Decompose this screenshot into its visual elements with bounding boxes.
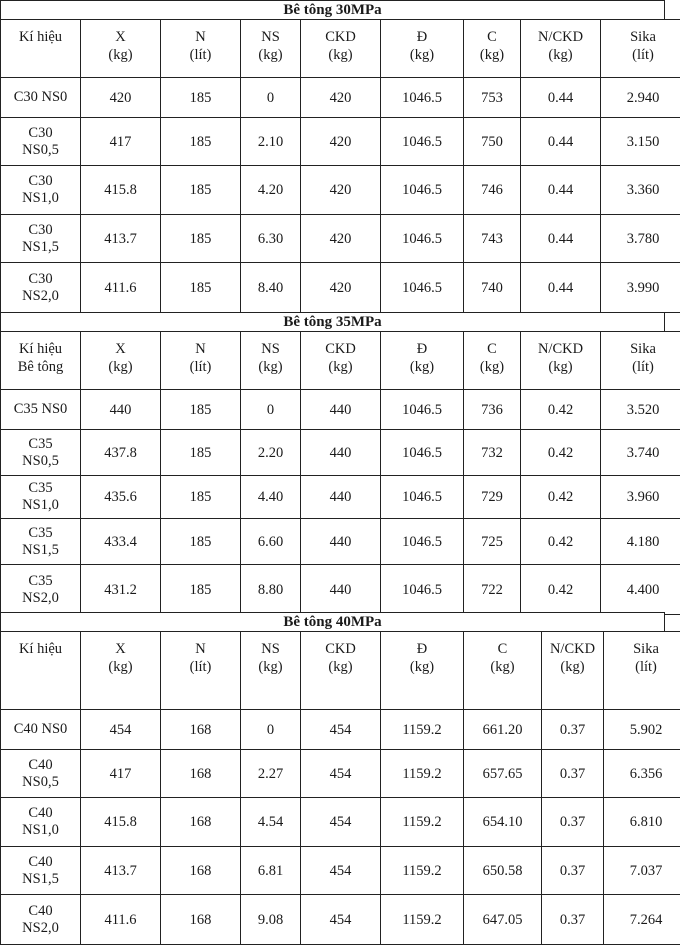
value-cell: 1046.5 (381, 565, 464, 615)
header-unit: (kg) (328, 659, 353, 675)
table-row (1, 215, 680, 263)
column-header (81, 20, 161, 78)
value-cell: 746 (464, 166, 521, 215)
column-header (241, 332, 301, 390)
section-title: Bê tông 35MPa (0, 312, 665, 332)
value-cell: 1046.5 (381, 78, 464, 118)
mix-symbol-cell (1, 476, 81, 519)
header-unit: (kg) (258, 47, 283, 63)
value-cell: 0.44 (521, 215, 601, 263)
mix-symbol: C35 (28, 435, 53, 452)
value-cell: 1159.2 (381, 710, 464, 750)
column-header (604, 632, 680, 710)
value-cell: 415.8 (81, 798, 161, 847)
header-unit: (kg) (490, 659, 515, 675)
value-cell: 5.902 (604, 710, 680, 750)
header-unit: (kg) (108, 359, 133, 375)
value-cell: 0 (241, 78, 301, 118)
column-header (81, 332, 161, 390)
value-cell: 1159.2 (381, 847, 464, 895)
value-cell: 454 (301, 798, 381, 847)
value-cell: 750 (464, 118, 521, 166)
value-cell: 454 (301, 895, 381, 945)
header-label: Đ (416, 341, 428, 357)
value-cell: 3.780 (601, 215, 680, 263)
header-label: X (115, 641, 126, 657)
mix-symbol-suffix: NS1,5 (22, 870, 59, 887)
value-cell: 420 (301, 215, 381, 263)
mix-symbol-suffix: NS2,0 (22, 589, 59, 606)
header-unit: (kg) (328, 47, 353, 63)
header-unit: (lít) (189, 659, 212, 675)
column-header (521, 332, 601, 390)
section-title: Bê tông 30MPa (0, 0, 665, 20)
value-cell: 433.4 (81, 519, 161, 565)
value-cell: 420 (301, 166, 381, 215)
column-header (301, 332, 381, 390)
mix-symbol: C40 (28, 853, 53, 870)
column-header (81, 632, 161, 710)
value-cell: 654.10 (464, 798, 542, 847)
mix-symbol: C30 (28, 173, 53, 189)
header-unit: (lít) (635, 659, 657, 675)
mix-symbol-suffix: NS1,5 (22, 238, 59, 255)
value-cell: 168 (161, 750, 241, 798)
value-cell: 743 (464, 215, 521, 263)
mix-symbol: C30 (28, 221, 53, 238)
value-cell: 740 (464, 263, 521, 313)
header-unit: (lít) (632, 47, 654, 63)
header-unit: (kg) (409, 47, 435, 63)
column-header (1, 20, 81, 78)
value-cell: 415.8 (81, 166, 161, 215)
value-cell: 185 (161, 565, 241, 615)
value-cell: 0 (241, 710, 301, 750)
column-header (601, 20, 680, 78)
mix-symbol-suffix: NS0,5 (22, 773, 59, 790)
value-cell: 420 (301, 263, 381, 313)
value-cell: 168 (161, 710, 241, 750)
header-label: X (115, 29, 126, 45)
mix-table (0, 631, 680, 945)
header-unit: (lít) (632, 359, 654, 375)
value-cell: 722 (464, 565, 521, 615)
table-row (1, 847, 680, 895)
mix-symbol-cell (1, 118, 81, 166)
header-label: X (115, 341, 126, 357)
column-header (1, 632, 81, 710)
column-header (161, 632, 241, 710)
value-cell: 6.60 (241, 519, 301, 565)
value-cell: 1046.5 (381, 215, 464, 263)
header-row (1, 20, 680, 78)
value-cell: 0.37 (542, 750, 604, 798)
value-cell: 650.58 (464, 847, 542, 895)
value-cell: 440 (301, 430, 381, 476)
header-label: N (195, 641, 206, 657)
value-cell: 6.30 (241, 215, 301, 263)
mix-symbol-suffix: NS1,5 (22, 541, 59, 558)
header-row (1, 632, 680, 710)
table-row (1, 118, 680, 166)
mix-symbol-cell (1, 798, 81, 847)
value-cell: 3.360 (601, 166, 680, 215)
value-cell: 185 (161, 519, 241, 565)
value-cell: 0.42 (521, 565, 601, 615)
mix-symbol-cell (1, 710, 81, 750)
mix-symbol-suffix: NS0,5 (22, 452, 59, 469)
value-cell: 4.40 (241, 476, 301, 519)
value-cell: 454 (301, 750, 381, 798)
header-label: N (195, 29, 206, 45)
value-cell: 1159.2 (381, 798, 464, 847)
value-cell: 185 (161, 263, 241, 313)
value-cell: 431.2 (81, 565, 161, 615)
mix-symbol: C30 NS0 (13, 89, 68, 105)
value-cell: 1046.5 (381, 118, 464, 166)
mix-symbol-cell (1, 263, 81, 313)
header-label: CKD (325, 641, 356, 657)
value-cell: 440 (301, 519, 381, 565)
header-unit: (kg) (108, 47, 133, 63)
value-cell: 8.40 (241, 263, 301, 313)
value-cell: 185 (161, 390, 241, 430)
value-cell: 2.20 (241, 430, 301, 476)
value-cell: 168 (161, 895, 241, 945)
mix-symbol-cell (1, 750, 81, 798)
table-row (1, 519, 680, 565)
header-label: NS (261, 29, 280, 45)
header-label: Sika (630, 29, 656, 45)
table-row (1, 166, 680, 215)
header-unit: (kg) (328, 359, 353, 375)
value-cell: 6.81 (241, 847, 301, 895)
mix-symbol: C35 (28, 524, 53, 541)
header-label: N/CKD (549, 641, 596, 657)
header-label: C (487, 341, 497, 357)
value-cell: 420 (301, 78, 381, 118)
header-label: NS (261, 641, 280, 657)
value-cell: 1046.5 (381, 390, 464, 430)
header-row (1, 332, 680, 390)
header-unit: (kg) (479, 47, 505, 63)
column-header (1, 332, 81, 390)
value-cell: 417 (81, 750, 161, 798)
value-cell: 2.27 (241, 750, 301, 798)
value-cell: 0.42 (521, 390, 601, 430)
mix-symbol-suffix: NS0,5 (22, 141, 59, 158)
column-header (381, 332, 464, 390)
mix-symbol: C35 (28, 480, 53, 496)
header-unit: (lít) (189, 359, 212, 375)
table-row (1, 476, 680, 519)
value-cell: 4.20 (241, 166, 301, 215)
mix-symbol-cell (1, 565, 81, 615)
value-cell: 0.42 (521, 430, 601, 476)
value-cell: 454 (301, 710, 381, 750)
mix-symbol-cell (1, 390, 81, 430)
value-cell: 1046.5 (381, 166, 464, 215)
header-unit: (kg) (258, 659, 283, 675)
value-cell: 725 (464, 519, 521, 565)
value-cell: 0.44 (521, 78, 601, 118)
value-cell: 0 (241, 390, 301, 430)
mix-symbol-cell (1, 430, 81, 476)
mix-symbol-suffix: NS2,0 (22, 919, 59, 936)
column-header (601, 332, 680, 390)
value-cell: 8.80 (241, 565, 301, 615)
table-row (1, 565, 680, 615)
header-unit: Bê tông (17, 359, 64, 375)
value-cell: 411.6 (81, 263, 161, 313)
value-cell: 168 (161, 798, 241, 847)
value-cell: 411.6 (81, 895, 161, 945)
value-cell: 1046.5 (381, 519, 464, 565)
header-label: Kí hiệu (18, 29, 63, 45)
section-title: Bê tông 40MPa (0, 612, 665, 632)
value-cell: 657.65 (464, 750, 542, 798)
table-row (1, 263, 680, 313)
column-header (542, 632, 604, 710)
mix-symbol: C35 NS0 (13, 401, 68, 417)
value-cell: 0.42 (521, 519, 601, 565)
table-row (1, 750, 680, 798)
value-cell: 420 (81, 78, 161, 118)
value-cell: 736 (464, 390, 521, 430)
value-cell: 185 (161, 430, 241, 476)
value-cell: 2.10 (241, 118, 301, 166)
mix-symbol: C40 NS0 (13, 721, 68, 737)
value-cell: 0.44 (521, 118, 601, 166)
header-unit: (kg) (409, 359, 435, 375)
value-cell: 1046.5 (381, 263, 464, 313)
value-cell: 0.44 (521, 263, 601, 313)
mix-symbol-cell (1, 166, 81, 215)
table-row (1, 78, 680, 118)
header-label: CKD (325, 341, 356, 357)
header-label: NS (261, 341, 280, 357)
value-cell: 2.940 (601, 78, 680, 118)
table-row (1, 430, 680, 476)
header-label: C (497, 641, 508, 657)
value-cell: 4.400 (601, 565, 680, 615)
value-cell: 0.37 (542, 847, 604, 895)
value-cell: 6.356 (604, 750, 680, 798)
mix-symbol: C40 (28, 805, 53, 821)
value-cell: 729 (464, 476, 521, 519)
column-header (381, 632, 464, 710)
mix-symbol-cell (1, 519, 81, 565)
value-cell: 7.264 (604, 895, 680, 945)
value-cell: 647.05 (464, 895, 542, 945)
header-label: N/CKD (537, 341, 584, 357)
header-label: Kí hiệu (18, 341, 63, 357)
mix-table (0, 19, 680, 313)
value-cell: 3.150 (601, 118, 680, 166)
column-header (301, 20, 381, 78)
value-cell: 1046.5 (381, 430, 464, 476)
header-unit: (kg) (560, 659, 585, 675)
header-label: C (487, 29, 497, 45)
value-cell: 1046.5 (381, 476, 464, 519)
header-unit: (kg) (479, 359, 505, 375)
mix-symbol-cell (1, 78, 81, 118)
column-header (521, 20, 601, 78)
header-unit: (kg) (548, 359, 573, 375)
column-header (161, 20, 241, 78)
header-label: N/CKD (537, 29, 584, 45)
column-header (241, 632, 301, 710)
value-cell: 753 (464, 78, 521, 118)
mix-symbol: C30 (28, 270, 53, 287)
column-header (161, 332, 241, 390)
table-row (1, 798, 680, 847)
mix-symbol: C30 (28, 124, 53, 141)
header-label: Đ (416, 641, 428, 657)
value-cell: 454 (301, 847, 381, 895)
column-header (464, 632, 542, 710)
header-label: Đ (416, 29, 428, 45)
value-cell: 3.740 (601, 430, 680, 476)
mix-symbol-suffix: NS2,0 (22, 287, 59, 304)
value-cell: 3.520 (601, 390, 680, 430)
column-header (241, 20, 301, 78)
column-header (381, 20, 464, 78)
value-cell: 440 (301, 565, 381, 615)
value-cell: 661.20 (464, 710, 542, 750)
header-unit: (kg) (258, 359, 283, 375)
table-row (1, 710, 680, 750)
header-label: Kí hiệu (18, 641, 63, 657)
value-cell: 0.37 (542, 895, 604, 945)
header-unit: (kg) (548, 47, 573, 63)
value-cell: 0.42 (521, 476, 601, 519)
value-cell: 7.037 (604, 847, 680, 895)
header-unit: (lít) (189, 47, 212, 63)
mix-symbol-cell (1, 895, 81, 945)
header-label: CKD (325, 29, 356, 45)
value-cell: 0.44 (521, 166, 601, 215)
value-cell: 454 (81, 710, 161, 750)
mix-symbol-cell (1, 215, 81, 263)
value-cell: 440 (301, 390, 381, 430)
table-row (1, 390, 680, 430)
value-cell: 435.6 (81, 476, 161, 519)
value-cell: 185 (161, 166, 241, 215)
column-header (301, 632, 381, 710)
header-label: Sika (633, 641, 659, 657)
value-cell: 4.54 (241, 798, 301, 847)
value-cell: 437.8 (81, 430, 161, 476)
value-cell: 417 (81, 118, 161, 166)
value-cell: 3.990 (601, 263, 680, 313)
header-unit: (kg) (108, 659, 133, 675)
value-cell: 6.810 (604, 798, 680, 847)
value-cell: 413.7 (81, 215, 161, 263)
value-cell: 9.08 (241, 895, 301, 945)
mix-symbol-suffix: NS1,0 (22, 822, 59, 838)
value-cell: 0.37 (542, 710, 604, 750)
value-cell: 185 (161, 78, 241, 118)
mix-symbol: C35 (28, 572, 53, 589)
mix-symbol-suffix: NS1,0 (22, 190, 59, 206)
value-cell: 1159.2 (381, 895, 464, 945)
header-label: N (195, 341, 206, 357)
value-cell: 185 (161, 215, 241, 263)
value-cell: 185 (161, 118, 241, 166)
value-cell: 732 (464, 430, 521, 476)
value-cell: 440 (301, 476, 381, 519)
mix-symbol: C40 (28, 756, 53, 773)
header-unit: (kg) (409, 659, 435, 675)
mix-symbol: C40 (28, 902, 53, 919)
value-cell: 413.7 (81, 847, 161, 895)
value-cell: 420 (301, 118, 381, 166)
value-cell: 440 (81, 390, 161, 430)
column-header (464, 332, 521, 390)
value-cell: 0.37 (542, 798, 604, 847)
value-cell: 1159.2 (381, 750, 464, 798)
mix-symbol-cell (1, 847, 81, 895)
value-cell: 168 (161, 847, 241, 895)
value-cell: 185 (161, 476, 241, 519)
table-row (1, 895, 680, 945)
mix-symbol-suffix: NS1,0 (22, 497, 59, 513)
value-cell: 3.960 (601, 476, 680, 519)
mix-table (0, 331, 680, 615)
header-label: Sika (630, 341, 656, 357)
value-cell: 4.180 (601, 519, 680, 565)
column-header (464, 20, 521, 78)
